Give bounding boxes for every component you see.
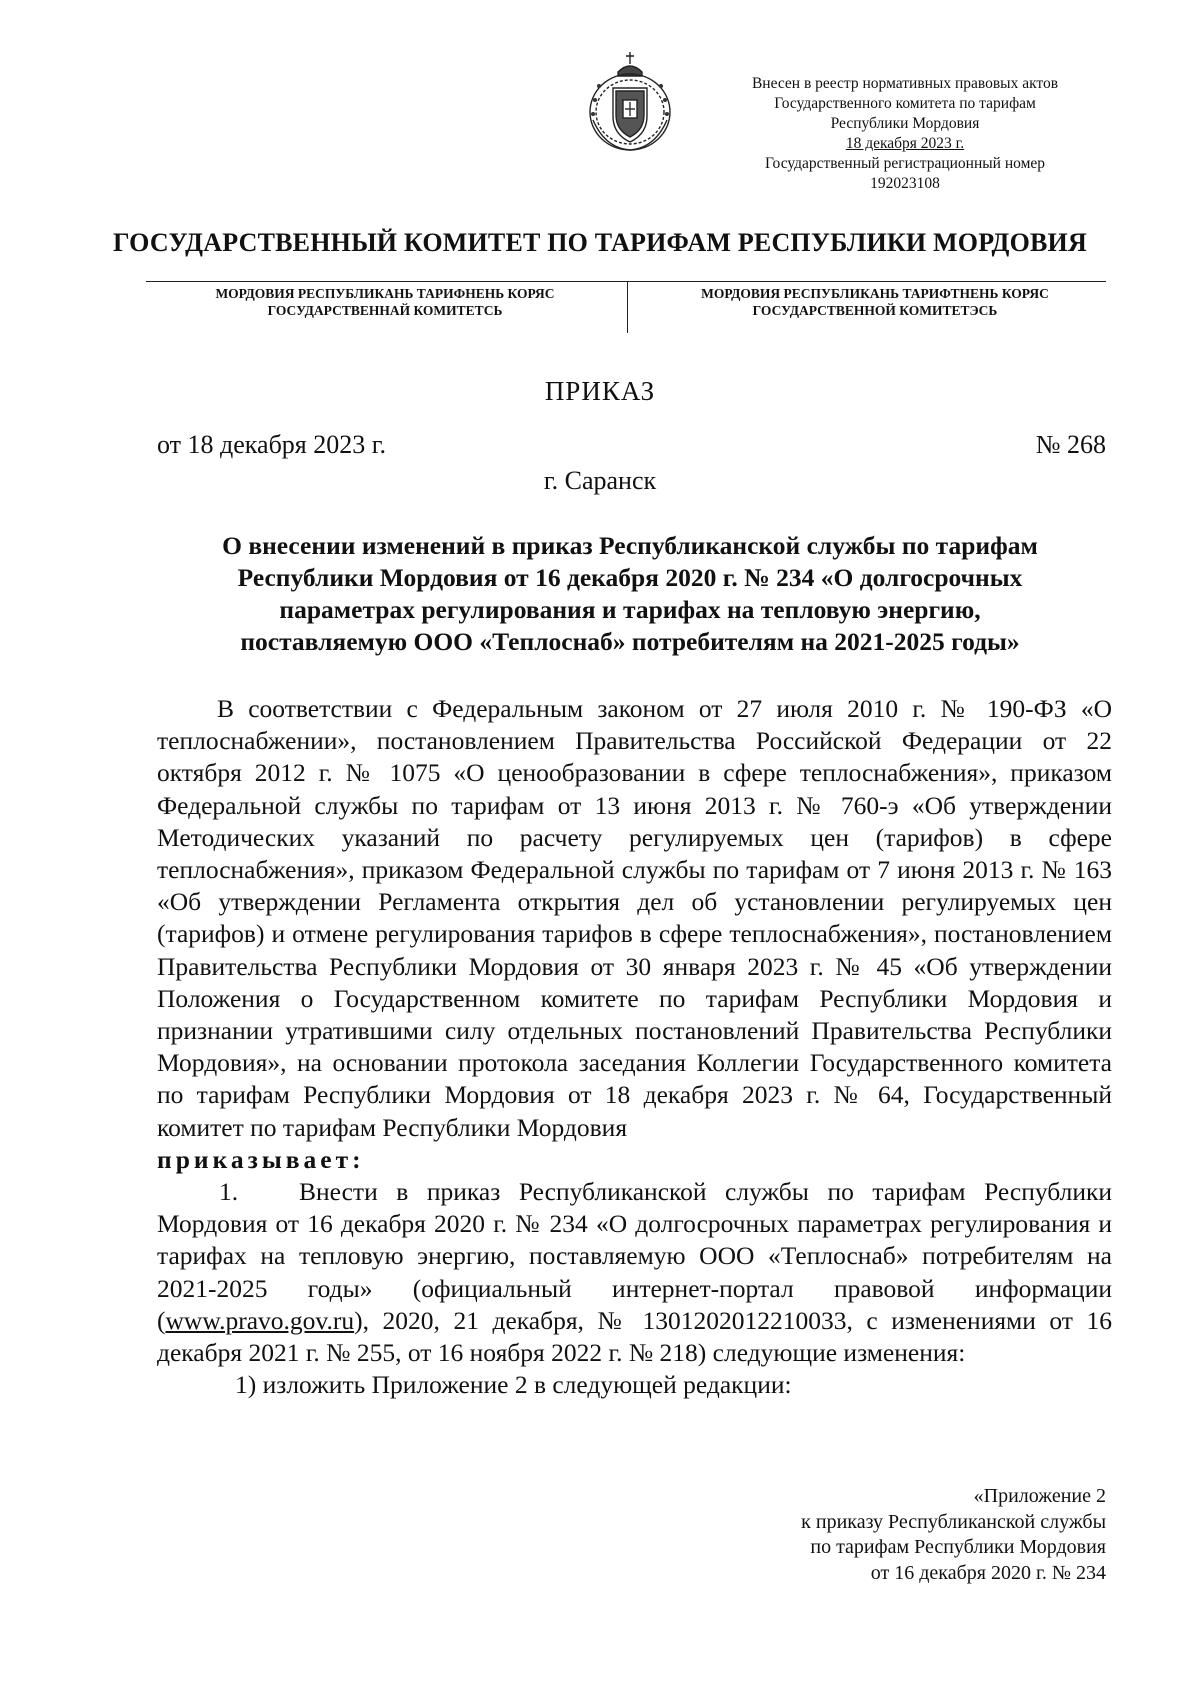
- agency-name-line: МОРДОВИЯ РЕСПУБЛИКАНЬ ТАРИФНЕНЬ КОРЯС: [215, 286, 555, 301]
- agency-name-line: ГОСУДАРСТВЕННОЙ КОМИТЕТЭСЬ: [752, 303, 998, 318]
- item-1-number: 1.: [219, 1177, 239, 1207]
- header-divider: [146, 281, 1106, 282]
- title-line: параметрах регулирования и тарифах на тепловую энергию,: [279, 595, 981, 624]
- document-date: от 18 декабря 2023 г.: [157, 430, 386, 459]
- title-line: поставляемую ООО «Теплоснаб» потребителям на 2021-2025 годы»: [240, 627, 1020, 656]
- coat-of-arms-emblem: [585, 50, 675, 154]
- agency-name-erzya: [640, 285, 1110, 319]
- registry-line: Государственный регистрационный номер: [764, 155, 1046, 172]
- registry-number: 192023108: [870, 175, 940, 192]
- header-column-divider: [627, 281, 628, 333]
- agency-name-line: МОРДОВИЯ РЕСПУБЛИКАНЬ ТАРИФТНЕНЬ КОРЯС: [701, 286, 1049, 301]
- registry-line: Внесен в реестр нормативных правовых актов: [751, 75, 1059, 92]
- pravo-gov-link[interactable]: www.pravo.gov.ru: [165, 1305, 355, 1335]
- preamble-paragraph: [157, 693, 1112, 1144]
- title-line: Республики Мордовия от 16 декабря 2020 г. № 234 «О долгосрочных: [237, 563, 1023, 592]
- item-1-paragraph: [157, 1176, 1112, 1369]
- item-1-text: Внести в приказ Республиканской службы по тарифам Республики Мордовия от 16 декабря 2020 г. № 234 «О долгосрочных параметрах регулирования и тарифах на тепловую энергию, поставляемую ООО «Теплоснаб» потребителям на 2021-2025 годы» (официальный интернет-портал правовой информации (: [157, 1177, 1112, 1335]
- registry-note: [710, 74, 1100, 194]
- appendix-line: по тарифам Республики Мордовия: [810, 1536, 1106, 1558]
- agency-name-line: ГОСУДАРСТВЕННАЙ КОМИТЕТСЬ: [267, 303, 503, 318]
- document-type: ПРИКАЗ: [544, 376, 656, 406]
- orders-line: [157, 1144, 1112, 1176]
- document-city: г. Саранск: [543, 466, 657, 495]
- registry-date: 18 декабря 2023 г.: [845, 135, 965, 152]
- registry-line: Государственного комитета по тарифам: [774, 95, 1036, 112]
- agency-title: ГОСУДАРСТВЕННЫЙ КОМИТЕТ ПО ТАРИФАМ РЕСПУБЛИКИ МОРДОВИЯ: [113, 228, 1087, 257]
- appendix-line: к приказу Республиканской службы: [801, 1510, 1106, 1533]
- document-body: [157, 693, 1112, 1401]
- appendix-line: от 16 декабря 2020 г. № 234: [870, 1561, 1106, 1584]
- appendix-heading: [606, 1484, 1106, 1586]
- emblem-graphic: [585, 50, 675, 154]
- document-number: № 268: [1035, 430, 1106, 459]
- appendix-line: «Приложение 2: [973, 1485, 1106, 1507]
- orders-word: приказывает:: [157, 1144, 365, 1174]
- agency-name-moksha: [150, 285, 620, 319]
- document-title: [150, 530, 1110, 658]
- title-line: О внесении изменений в приказ Республиканской службы по тарифам: [222, 531, 1038, 560]
- preamble-text: В соответствии с Федеральным законом от 27 июля 2010 г. № 190-ФЗ «О теплоснабжении», постановлением Правительства Российской Федерации от 22 октября 2012 г. № 1075 «О ценообразовании в сфере теплоснабжения», приказом Федеральной службы по тарифам от 13 июня 2013 г. № 760-э «Об утверждении Методических указаний по расчету регулируемых цен (тарифов) в сфере теплоснабжения», приказом Федеральной службы по тарифам от 7 июня 2013 г. № 163 «Об утверждении Регламента открытия дел об установлении регулируемых цен (тарифов) и отмене регулирования тарифов в сфере теплоснабжения», постановлением Правительства Республики Мордовия от 30 января 2023 г. № 45 «Об утверждении Положения о Государственном комитете по тарифам Республики Мордовия и признании утратившими силу отдельных постановлений Правительства Республики Мордовия», на основании протокола заседания Коллегии Государственного комитета по тарифам Республики Мордовия от 18 декабря 2023 г. № 64, Государственный комитет по тарифам Республики Мордовия: [157, 694, 1112, 1142]
- subitem-1: 1) изложить Приложение 2 в следующей редакции:: [235, 1370, 792, 1400]
- item-1-text-continued: ), 2020, 21 декабря, № 1301202012210033, с изменениями от 16 декабря 2021 г. № 255, от 16 ноября 2022 г. № 218) следующие изменения:: [157, 1305, 1112, 1368]
- registry-line: Республики Мордовия: [830, 115, 980, 132]
